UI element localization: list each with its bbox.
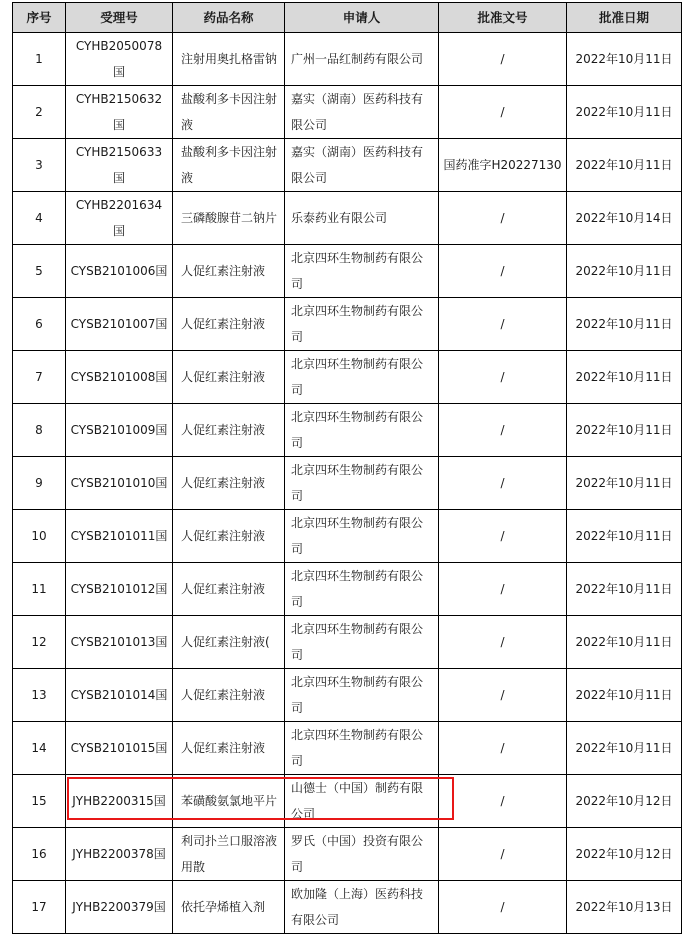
cell-seq: 8 — [13, 404, 66, 457]
cell-drug-name: 人促红素注射液( — [173, 616, 285, 669]
cell-accept-no: CYSB2101008国 — [66, 351, 173, 404]
cell-approval-no: / — [439, 404, 567, 457]
cell-applicant: 罗氏（中国）投资有限公司 — [285, 828, 439, 881]
header-seq: 序号 — [13, 3, 66, 33]
cell-applicant: 北京四环生物制药有限公司 — [285, 510, 439, 563]
cell-approval-no: / — [439, 722, 567, 775]
cell-approval-date: 2022年10月12日 — [567, 828, 682, 881]
cell-approval-date: 2022年10月11日 — [567, 298, 682, 351]
cell-seq: 10 — [13, 510, 66, 563]
cell-seq: 2 — [13, 86, 66, 139]
cell-accept-no: JYHB2200379国 — [66, 881, 173, 934]
cell-drug-name: 利司扑兰口服溶液用散 — [173, 828, 285, 881]
cell-seq: 3 — [13, 139, 66, 192]
table-row — [13, 563, 682, 616]
cell-drug-name: 人促红素注射液 — [173, 404, 285, 457]
cell-accept-no: JYHB2200378国 — [66, 828, 173, 881]
cell-approval-no: / — [439, 563, 567, 616]
table-row — [13, 616, 682, 669]
cell-drug-name: 人促红素注射液 — [173, 351, 285, 404]
cell-seq: 12 — [13, 616, 66, 669]
cell-applicant: 北京四环生物制药有限公司 — [285, 669, 439, 722]
cell-approval-date: 2022年10月13日 — [567, 881, 682, 934]
cell-seq: 9 — [13, 457, 66, 510]
cell-seq: 11 — [13, 563, 66, 616]
cell-approval-no: / — [439, 33, 567, 86]
cell-approval-date: 2022年10月11日 — [567, 616, 682, 669]
table-header-row — [13, 3, 682, 33]
cell-approval-no: / — [439, 86, 567, 139]
cell-seq: 1 — [13, 33, 66, 86]
cell-accept-no: CYHB2201634国 — [66, 192, 173, 245]
cell-approval-no: 国药准字H20227130 — [439, 139, 567, 192]
cell-accept-no: CYHB2150633国 — [66, 139, 173, 192]
cell-applicant: 北京四环生物制药有限公司 — [285, 616, 439, 669]
cell-applicant: 北京四环生物制药有限公司 — [285, 722, 439, 775]
cell-accept-no: CYSB2101010国 — [66, 457, 173, 510]
cell-seq: 7 — [13, 351, 66, 404]
cell-drug-name: 人促红素注射液 — [173, 669, 285, 722]
cell-drug-name: 人促红素注射液 — [173, 563, 285, 616]
cell-accept-no: CYSB2101012国 — [66, 563, 173, 616]
table-row — [13, 775, 682, 828]
cell-approval-no: / — [439, 616, 567, 669]
cell-seq: 5 — [13, 245, 66, 298]
cell-approval-no: / — [439, 510, 567, 563]
cell-approval-no: / — [439, 828, 567, 881]
cell-seq: 16 — [13, 828, 66, 881]
cell-drug-name: 盐酸利多卡因注射液 — [173, 86, 285, 139]
cell-accept-no: JYHB2200315国 — [66, 775, 173, 828]
cell-drug-name: 人促红素注射液 — [173, 245, 285, 298]
table-row — [13, 881, 682, 934]
cell-applicant: 欧加隆（上海）医药科技有限公司 — [285, 881, 439, 934]
cell-seq: 6 — [13, 298, 66, 351]
cell-approval-no: / — [439, 245, 567, 298]
cell-accept-no: CYSB2101009国 — [66, 404, 173, 457]
cell-applicant: 北京四环生物制药有限公司 — [285, 245, 439, 298]
cell-approval-date: 2022年10月11日 — [567, 33, 682, 86]
cell-applicant: 乐泰药业有限公司 — [285, 192, 439, 245]
cell-accept-no: CYSB2101007国 — [66, 298, 173, 351]
table-row — [13, 669, 682, 722]
cell-approval-date: 2022年10月11日 — [567, 457, 682, 510]
cell-approval-date: 2022年10月11日 — [567, 139, 682, 192]
table-row — [13, 245, 682, 298]
cell-applicant: 北京四环生物制药有限公司 — [285, 563, 439, 616]
cell-approval-date: 2022年10月11日 — [567, 510, 682, 563]
cell-drug-name: 人促红素注射液 — [173, 510, 285, 563]
cell-drug-name: 人促红素注射液 — [173, 722, 285, 775]
cell-drug-name: 盐酸利多卡因注射液 — [173, 139, 285, 192]
cell-approval-no: / — [439, 457, 567, 510]
cell-drug-name: 苯磺酸氨氯地平片 — [173, 775, 285, 828]
cell-applicant: 北京四环生物制药有限公司 — [285, 404, 439, 457]
cell-accept-no: CYSB2101013国 — [66, 616, 173, 669]
table-row — [13, 86, 682, 139]
cell-approval-date: 2022年10月11日 — [567, 86, 682, 139]
cell-drug-name: 三磷酸腺苷二钠片 — [173, 192, 285, 245]
cell-accept-no: CYHB2050078国 — [66, 33, 173, 86]
table-row — [13, 139, 682, 192]
table-row — [13, 457, 682, 510]
cell-applicant: 北京四环生物制药有限公司 — [285, 457, 439, 510]
cell-approval-date: 2022年10月11日 — [567, 563, 682, 616]
cell-accept-no: CYSB2101006国 — [66, 245, 173, 298]
cell-seq: 13 — [13, 669, 66, 722]
table-row — [13, 510, 682, 563]
cell-approval-date: 2022年10月11日 — [567, 245, 682, 298]
cell-applicant: 北京四环生物制药有限公司 — [285, 351, 439, 404]
cell-applicant: 嘉实（湖南）医药科技有限公司 — [285, 86, 439, 139]
cell-approval-date: 2022年10月11日 — [567, 404, 682, 457]
table-row — [13, 298, 682, 351]
cell-approval-no: / — [439, 351, 567, 404]
table-row — [13, 828, 682, 881]
header-approval-no: 批准文号 — [439, 3, 567, 33]
cell-approval-date: 2022年10月12日 — [567, 775, 682, 828]
cell-approval-no: / — [439, 192, 567, 245]
cell-approval-date: 2022年10月11日 — [567, 722, 682, 775]
header-drug-name: 药品名称 — [173, 3, 285, 33]
cell-accept-no: CYSB2101015国 — [66, 722, 173, 775]
cell-seq: 17 — [13, 881, 66, 934]
cell-approval-no: / — [439, 298, 567, 351]
cell-approval-date: 2022年10月11日 — [567, 669, 682, 722]
header-approval-date: 批准日期 — [567, 3, 682, 33]
cell-approval-date: 2022年10月11日 — [567, 351, 682, 404]
cell-approval-no: / — [439, 881, 567, 934]
table-row — [13, 192, 682, 245]
drug-approval-table — [12, 2, 682, 934]
table-row — [13, 404, 682, 457]
cell-seq: 14 — [13, 722, 66, 775]
cell-accept-no: CYSB2101011国 — [66, 510, 173, 563]
cell-seq: 15 — [13, 775, 66, 828]
cell-applicant: 北京四环生物制药有限公司 — [285, 298, 439, 351]
table-row — [13, 351, 682, 404]
cell-drug-name: 人促红素注射液 — [173, 298, 285, 351]
cell-drug-name: 依托孕烯植入剂 — [173, 881, 285, 934]
cell-applicant: 山德士（中国）制药有限公司 — [285, 775, 439, 828]
table-row — [13, 722, 682, 775]
cell-accept-no: CYSB2101014国 — [66, 669, 173, 722]
cell-seq: 4 — [13, 192, 66, 245]
header-accept-no: 受理号 — [66, 3, 173, 33]
cell-drug-name: 注射用奥扎格雷钠 — [173, 33, 285, 86]
cell-drug-name: 人促红素注射液 — [173, 457, 285, 510]
cell-applicant: 广州一品红制药有限公司 — [285, 33, 439, 86]
cell-approval-no: / — [439, 775, 567, 828]
table-row — [13, 33, 682, 86]
cell-applicant: 嘉实（湖南）医药科技有限公司 — [285, 139, 439, 192]
header-applicant: 申请人 — [285, 3, 439, 33]
cell-accept-no: CYHB2150632国 — [66, 86, 173, 139]
cell-approval-date: 2022年10月14日 — [567, 192, 682, 245]
cell-approval-no: / — [439, 669, 567, 722]
